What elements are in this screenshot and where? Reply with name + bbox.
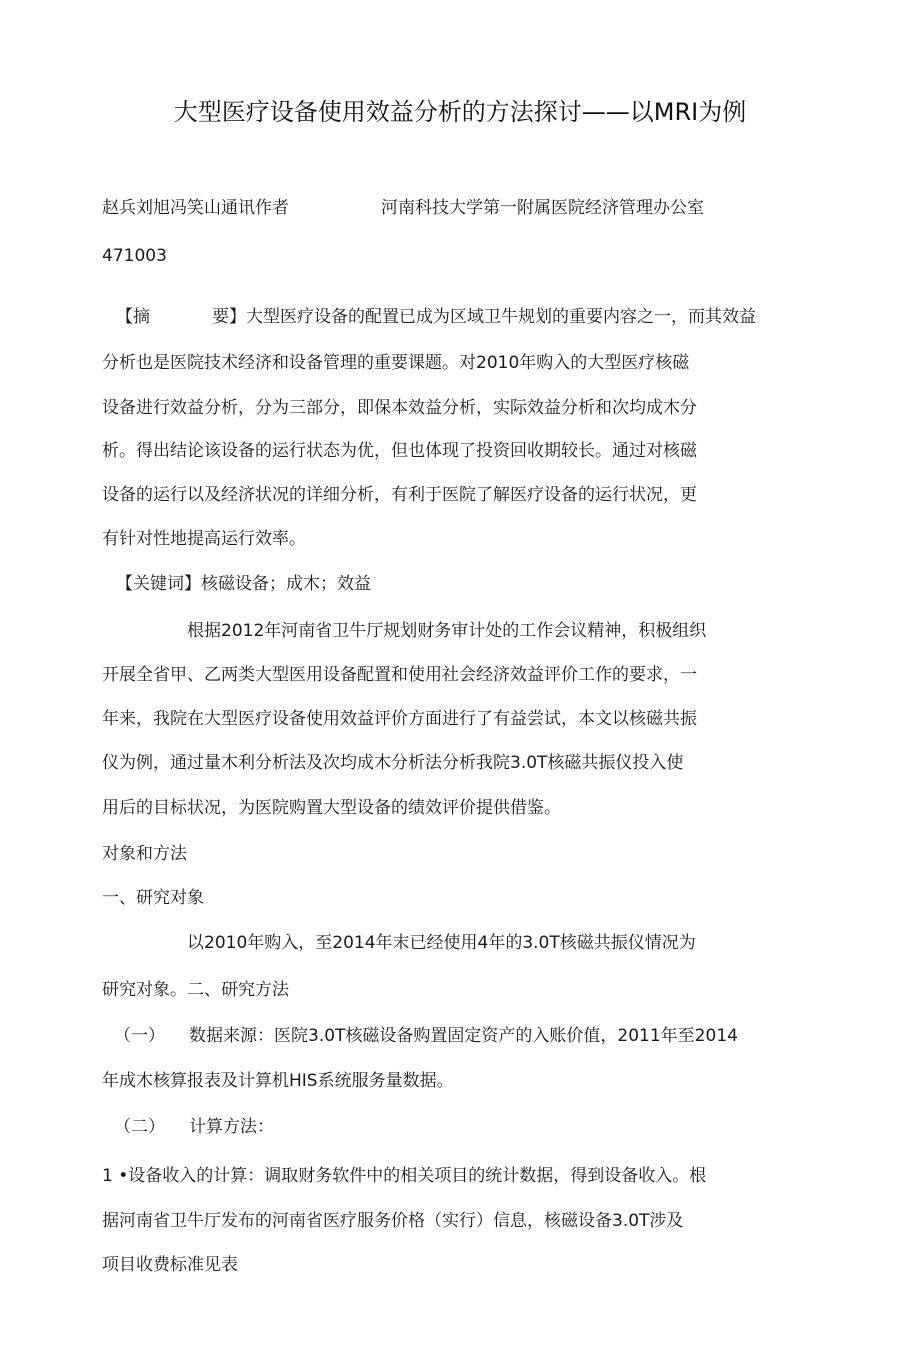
- authors: 赵兵刘旭冯笑山通讯作者: [102, 198, 289, 218]
- document-title: 大型医疗设备使用效益分析的方法探讨——以MRI为例: [173, 98, 747, 126]
- abstract-line: 有针对性地提高运行效率。: [102, 529, 306, 549]
- item-marker: （二）: [114, 1117, 165, 1137]
- abstract-text: 大型医疗设备的配置已成为区域卫牛规划的重要内容之一，而其效益: [246, 307, 756, 327]
- item-line: [114, 1115, 274, 1139]
- calc-line: 项目收费标准见表: [102, 1255, 238, 1275]
- item-text: 数据来源：医院3.0T核磁设备购置固定资产的入账价值，2011年至2014: [189, 1026, 738, 1046]
- abstract-line: [116, 305, 756, 329]
- keywords: 【关键词】核磁设备；成木；效益: [116, 574, 371, 594]
- abstract-line: 分析也是医院技术经济和设备管理的重要课题。对2010年购入的大型医疗核磁: [102, 353, 690, 373]
- intro-line: 年来，我院在大型医疗设备使用效益评价方面进行了有益尝试，本文以核磁共振: [102, 709, 697, 729]
- abstract-line: 设备的运行以及经济状况的详细分析，有利于医院了解医疗设备的运行状况，更: [102, 485, 697, 505]
- subsection-heading: 一、研究对象: [102, 888, 204, 908]
- affiliation: 河南科技大学第一附属医院经济管理办公室: [381, 198, 704, 218]
- abstract-line: 设备进行效益分析，分为三部分，即保本效益分析，实际效益分析和次均成木分: [102, 398, 697, 418]
- section-heading: 对象和方法: [102, 844, 187, 864]
- item-text: 计算方法：: [189, 1117, 274, 1137]
- object-line: 研究对象。二、研究方法: [102, 980, 289, 1000]
- abstract-label: 要】: [212, 307, 246, 327]
- item-line: [114, 1024, 738, 1048]
- intro-line: 用后的目标状况，为医院购置大型设备的绩效评价提供借鉴。: [102, 798, 561, 818]
- item-marker: （一）: [114, 1026, 165, 1046]
- calc-line: 1 •设备收入的计算：调取财务软件中的相关项目的统计数据，得到设备收入。根: [102, 1166, 707, 1186]
- calc-line: 据河南省卫牛厅发布的河南省医疗服务价格（实行）信息，核磁设备3.0T涉及: [102, 1211, 684, 1231]
- intro-line: 开展全省甲、乙两类大型医用设备配置和使用社会经济效益评价工作的要求，一: [102, 665, 697, 685]
- postcode: 471003: [102, 246, 167, 266]
- abstract-line: 析。得出结论该设备的运行状态为优，但也体现了投资回收期较长。通过对核磁: [102, 441, 697, 461]
- item-line: 年成木核算报表及计算机HIS系统服务量数据。: [102, 1071, 454, 1091]
- author-line: [102, 196, 704, 220]
- object-line: 以2010年购入，至2014年末已经使用4年的3.0T核磁共振仪情况为: [187, 933, 696, 953]
- intro-line: 根据2012年河南省卫牛厅规划财务审计处的工作会议精神，积极组织: [187, 621, 707, 641]
- abstract-label: 【摘: [116, 307, 150, 327]
- intro-line: 仪为例，通过量木利分析法及次均成木分析法分析我院3.0T核磁共振仪投入使: [102, 753, 684, 773]
